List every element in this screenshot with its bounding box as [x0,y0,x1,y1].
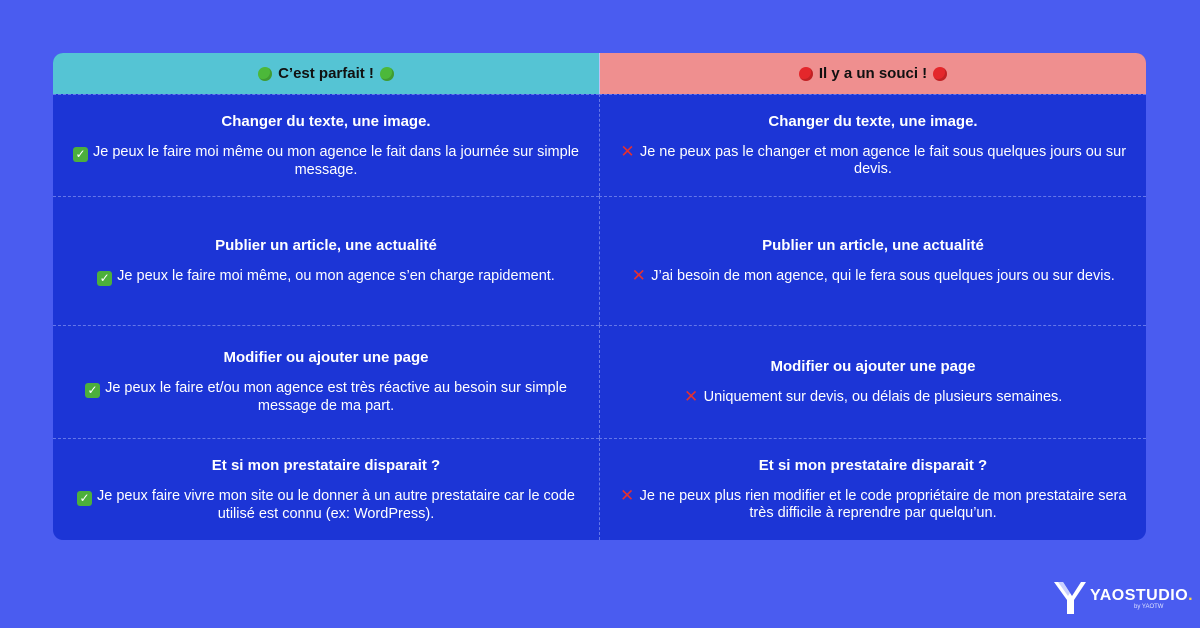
row-description: Je ne peux plus rien modifier et le code propriétaire de mon prestataire sera très difficile à reprendre par quelqu’un. [639,488,1127,521]
yaostudio-logo [1054,578,1200,618]
row-2-bad-cell [599,196,1146,325]
row-3-good-cell [53,325,599,438]
cross-mark-icon: ✕ [620,142,635,161]
check-mark-icon: ✓ [77,491,92,506]
row-2-good-cell [53,196,599,325]
logo-word-yao: YAO [1090,586,1125,604]
logo-dot: . [1188,586,1194,604]
yaostudio-mark-icon [1054,580,1086,616]
row-4-bad-cell [599,438,1146,540]
row-title: Publier un article, une actualité [762,237,984,254]
row-description: J’ai besoin de mon agence, qui le fera sous quelques jours ou sur devis. [651,268,1115,284]
row-3-bad-cell [599,325,1146,438]
check-mark-icon: ✓ [73,147,88,162]
comparison-table [53,53,1146,540]
row-description: Je peux le faire moi même ou mon agence le fait dans la journée sur simple message. [92,143,579,178]
row-description: Je peux le faire moi même, ou mon agence s’en charge rapidement. [117,267,555,284]
header-bad-label: Il y a un souci ! [818,65,928,82]
row-1-good-cell [53,94,599,196]
row-title: Publier un article, une actualité [215,236,437,254]
logo-word-studio: STUDIO [1124,586,1189,604]
row-title: Et si mon prestataire disparait ? [758,457,988,474]
cross-mark-icon: ✕ [631,266,646,285]
row-description: Je peux le faire et/ou mon agence est très réactive au besoin sur simple message de ma part. [105,380,567,414]
check-mark-icon: ✓ [97,271,112,286]
row-1-bad-cell [599,94,1146,196]
red-circle-icon [799,67,813,81]
header-bad [599,53,1146,94]
header-good [53,53,599,94]
row-title: Modifier ou ajouter une page [223,349,429,366]
row-title: Et si mon prestataire disparait ? [211,456,441,474]
row-description: Uniquement sur devis, ou délais de plusieurs semaines. [703,389,1063,405]
row-description: Je peux faire vivre mon site ou le donner à un autre prestataire car le code utilisé est connu (ex: WordPress). [97,487,575,522]
green-circle-icon [258,67,272,81]
logo-byline: by YAOTW [1134,603,1164,610]
row-title: Modifier ou ajouter une page [770,358,976,375]
row-title: Changer du texte, une image. [768,113,978,130]
header-good-label: C’est parfait ! [278,65,374,82]
row-title: Changer du texte, une image. [221,112,431,130]
green-circle-icon [380,67,394,81]
row-description: Je ne peux pas le changer et mon agence le fait sous quelques jours ou sur devis. [639,144,1127,177]
cross-mark-icon: ✕ [619,486,635,505]
check-mark-icon: ✓ [85,383,100,398]
row-4-good-cell [53,438,599,540]
cross-mark-icon: ✕ [684,387,699,406]
red-circle-icon [933,67,947,81]
